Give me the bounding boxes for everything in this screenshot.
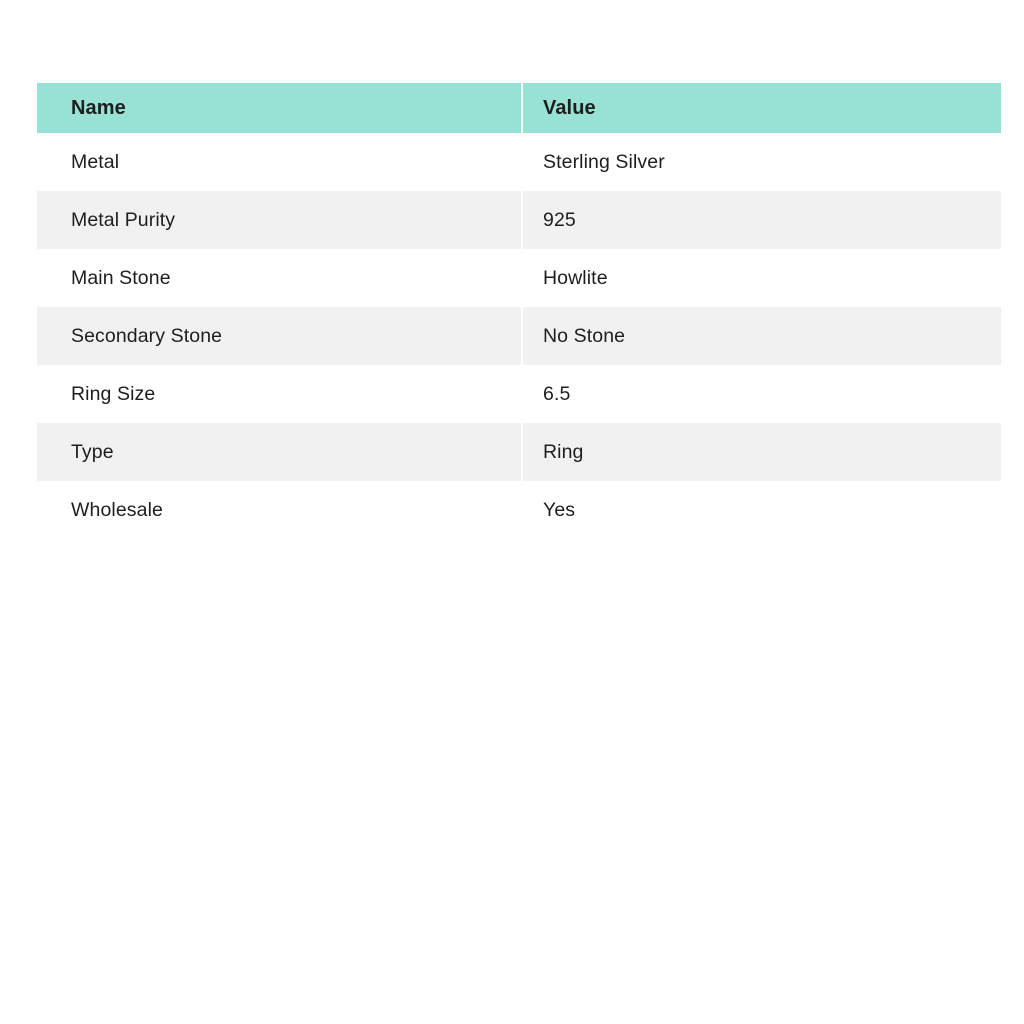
- table-row: [37, 133, 1001, 191]
- attribute-value-cell: Ring: [543, 440, 584, 463]
- table-header-row: [37, 83, 1001, 133]
- attribute-value-cell: 925: [543, 208, 576, 231]
- attribute-name-cell: Metal: [37, 133, 523, 191]
- column-header-name: Name: [37, 83, 523, 133]
- attribute-name-cell: Main Stone: [37, 249, 523, 307]
- product-attributes-table: [37, 83, 1001, 539]
- table-row: [37, 481, 1001, 539]
- table-body: [37, 133, 1001, 539]
- table-row: [37, 423, 1001, 481]
- attribute-value-cell: Yes: [543, 498, 576, 521]
- column-header-value: Value: [543, 96, 596, 119]
- attribute-value-cell: Howlite: [543, 266, 608, 289]
- table-row: [37, 191, 1001, 249]
- table-row: [37, 249, 1001, 307]
- attribute-name-cell: Metal Purity: [37, 191, 523, 249]
- table-row: [37, 307, 1001, 365]
- attribute-value-cell: Sterling Silver: [543, 150, 665, 173]
- table-row: [37, 365, 1001, 423]
- attribute-name-cell: Type: [37, 423, 523, 481]
- attribute-value-cell: No Stone: [543, 324, 626, 347]
- attribute-name-cell: Ring Size: [37, 365, 523, 423]
- attribute-name-cell: Wholesale: [37, 481, 523, 539]
- attribute-value-cell: 6.5: [543, 382, 571, 405]
- attribute-name-cell: Secondary Stone: [37, 307, 523, 365]
